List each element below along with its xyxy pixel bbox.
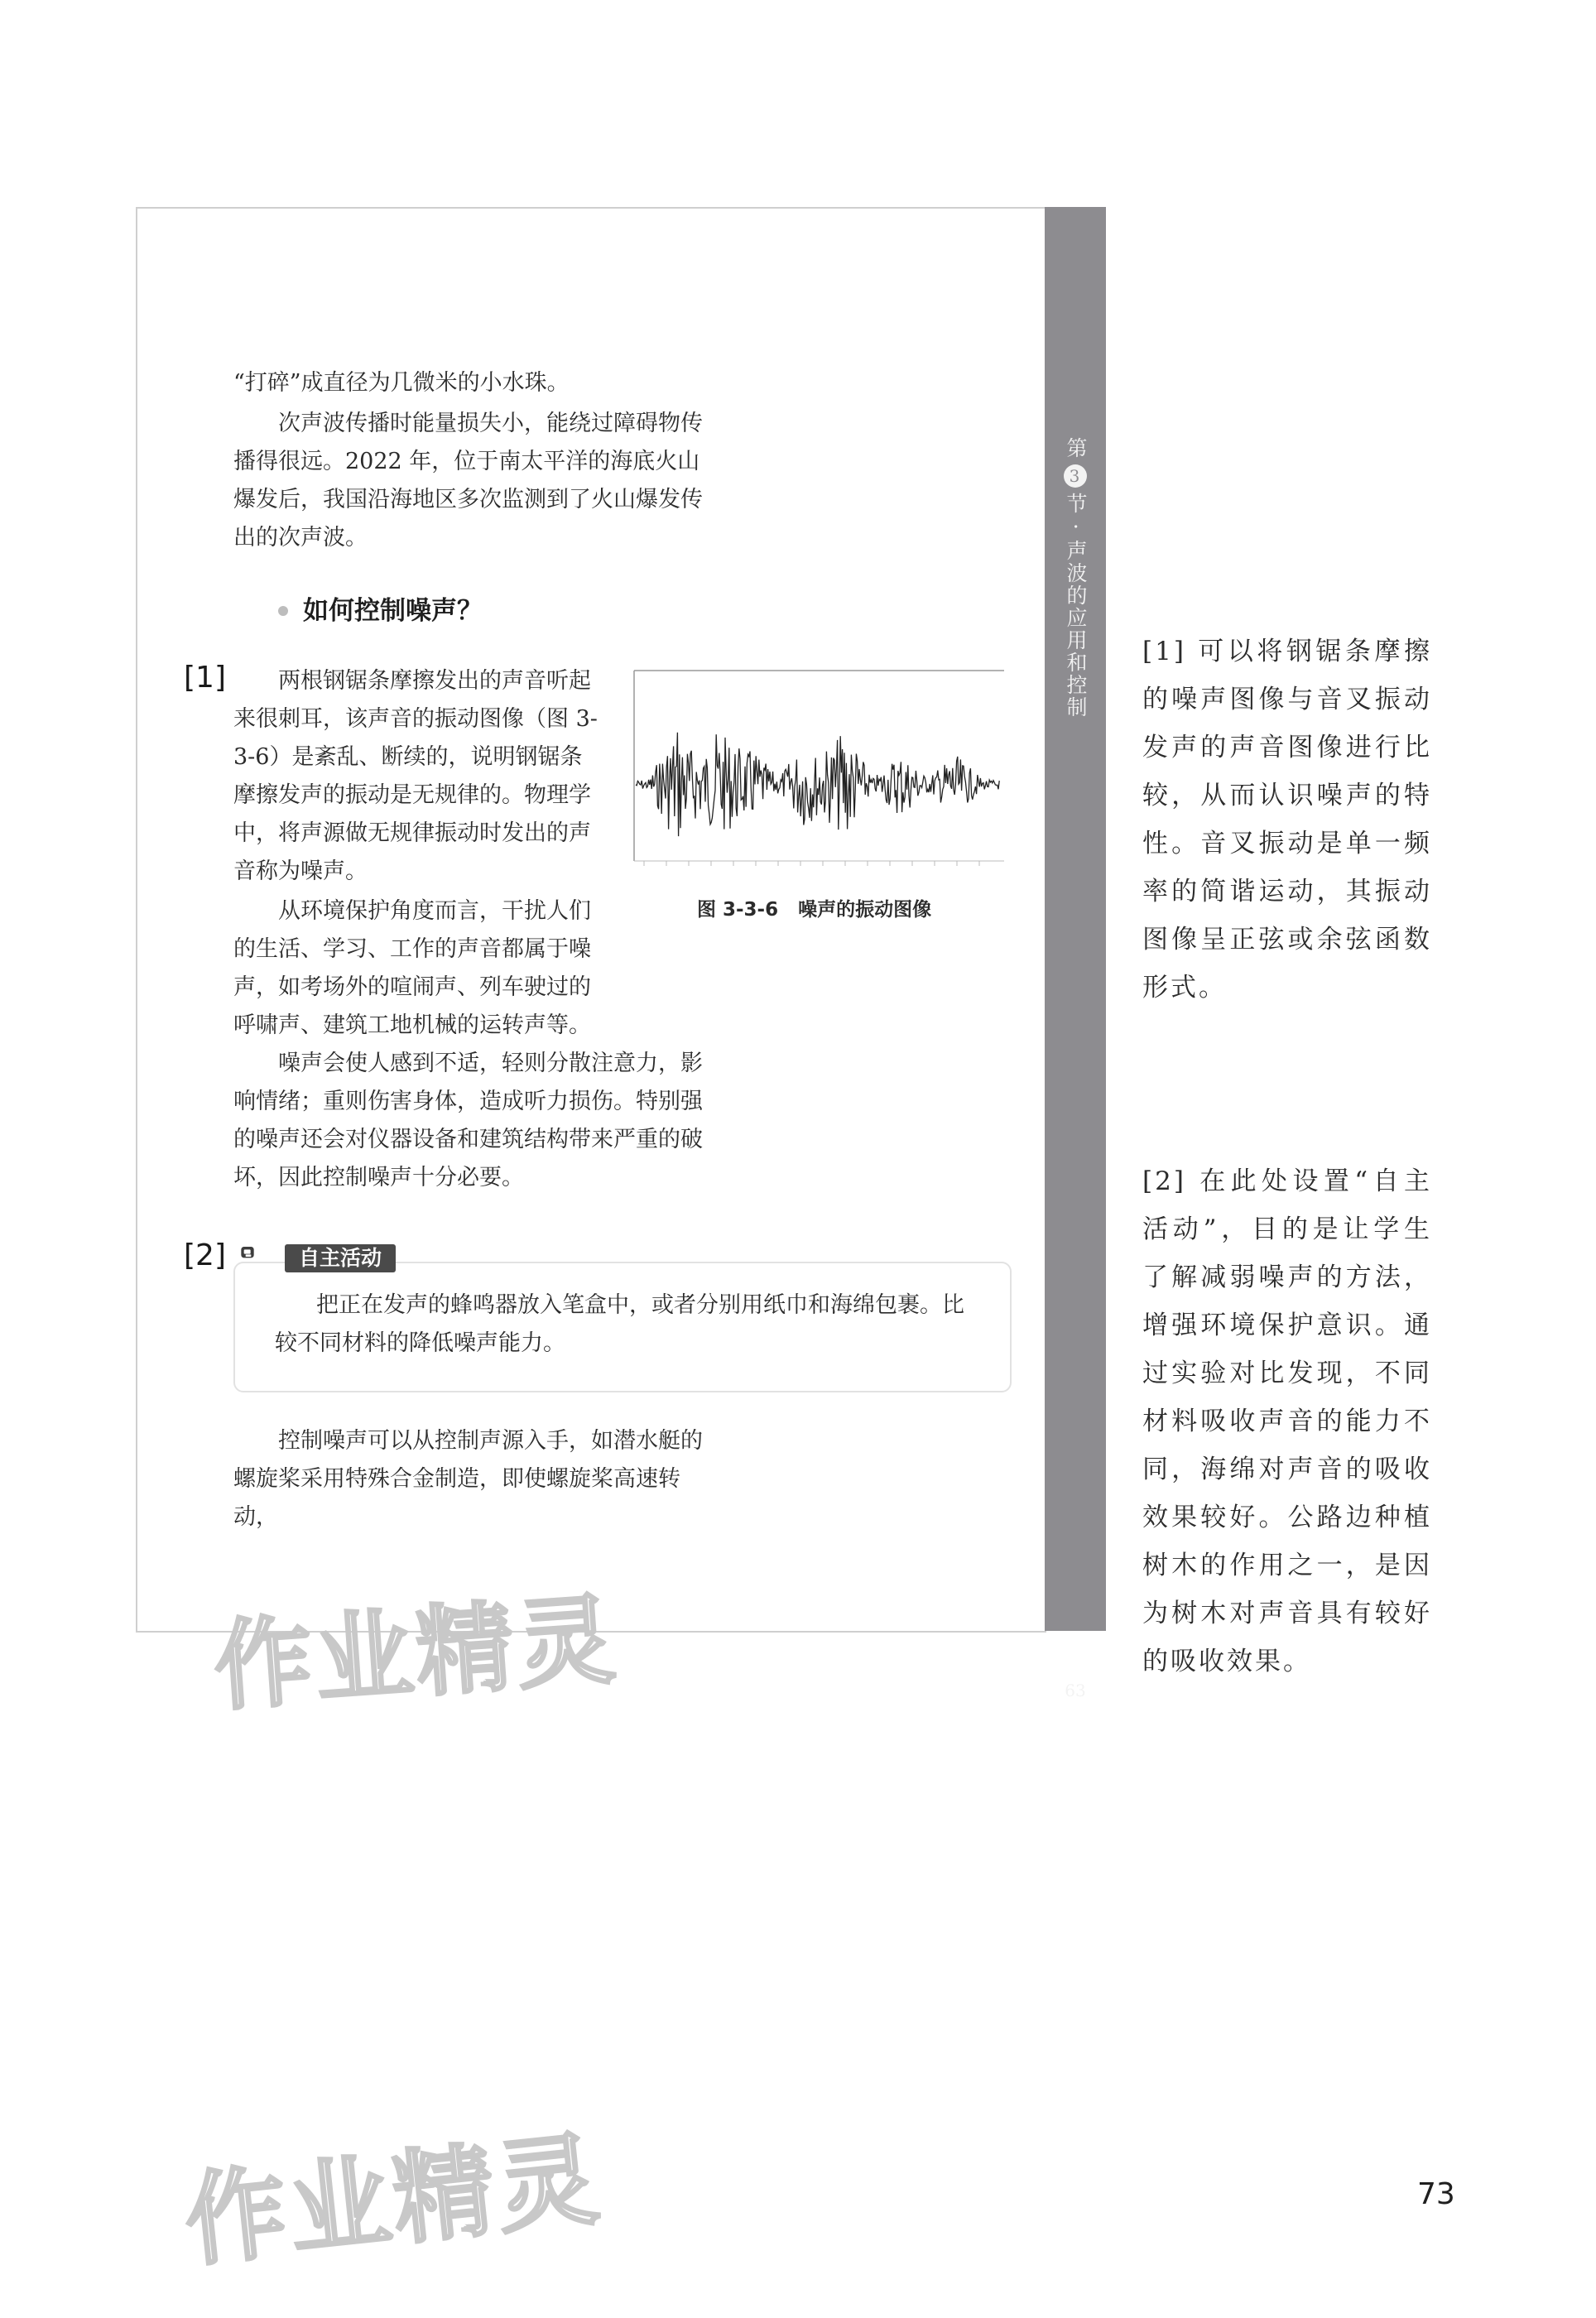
paragraph-noise-environment-a (233, 892, 598, 1045)
watermark-bottom: 作业精灵 (180, 2119, 608, 2281)
paragraph-continuation: “打碎”成直径为几微米的小水珠。 (233, 370, 570, 396)
activity-text: 把正在发声的蜂鸣器放入笔盒中，或者分别用纸巾和海绵包裹。比较不同材料的降低噪声能力。 (275, 1292, 964, 1356)
figure-tick-marks (644, 861, 979, 866)
paragraph-noise-harm: 噪声会使人感到不适，轻则分散注意力，影响情绪；重则伤害身体，造成听力损伤。特别强的噪声还会对仪器设备和建筑结构带来严重的破坏，因此控制噪声十分必要。 (233, 1051, 703, 1190)
chapter-side-band (1045, 207, 1106, 1700)
chapter-prefix: 第 (1064, 437, 1088, 459)
chapter-number-badge: 3 (1064, 464, 1087, 488)
paragraph-infrasound: 次声波传播时能量损失小，能绕过障碍物传播得很远。2022 年，位于南太平洋的海底火山爆发后，我国沿海地区多次监测到了火山爆发传出的次声波。 (233, 411, 703, 551)
noise-waveform-figure (627, 662, 1008, 884)
figure-caption: 图 3-3-6 噪声的振动图像 (697, 899, 932, 921)
margin-note-2: [2] 在此处设置“自主活动”，目的是让学生了解减弱噪声的方法，增强环境保护意识。通过实验对比发现，不同材料吸收声音的能力不同，海绵对声音的吸收效果较好。公路边种植树木的作用之一，是因为树木对声音具有较好的吸收效果。 (1142, 1166, 1432, 1676)
paragraph-noise-environment-text: 从环境保护角度而言，干扰人们的生活、学习、工作的声音都属于噪声，如考场外的喧闹声、列车驶过的呼啸声、建筑工地机械的运转声等。 (233, 898, 591, 1038)
watermark-top: 作业精灵 (210, 1582, 622, 1724)
section-heading: 如何控制噪声？ (303, 596, 483, 626)
margin-marker-1: [1] (184, 661, 226, 695)
page-number: 73 (1417, 2177, 1455, 2211)
activity-icon (240, 1229, 290, 1275)
paragraph-noise-definition: 两根钢锯条摩擦发出的声音听起来很刺耳，该声音的振动图像（图 3-3-6）是紊乱、断续的，说明钢锯条摩擦发声的振动是无规律的。物理学中，将声源做无规律振动时发出的声音称为噪声。 (233, 668, 598, 884)
inner-page-number: 63 (1065, 1681, 1086, 1700)
margin-marker-2: [2] (184, 1238, 226, 1272)
margin-note-1: [1] 可以将钢锯条摩擦的噪声图像与音叉振动发声的声音图像进行比较，从而认识噪声的特性。音叉振动是单一频率的简谐运动，其振动图像呈正弦或余弦函数形式。 (1142, 637, 1432, 1003)
chapter-section-title (1045, 437, 1106, 719)
activity-box (233, 1262, 1012, 1392)
section-title: 节 · 声波的应用和控制 (1064, 493, 1088, 719)
section-bullet-icon (278, 606, 288, 616)
noise-waveform-line (636, 733, 999, 836)
activity-label: 自主活动 (285, 1244, 396, 1272)
paragraph-noise-control: 控制噪声可以从控制声源入手，如潜水艇的螺旋桨采用特殊合金制造，即使螺旋桨高速转动， (233, 1428, 703, 1530)
